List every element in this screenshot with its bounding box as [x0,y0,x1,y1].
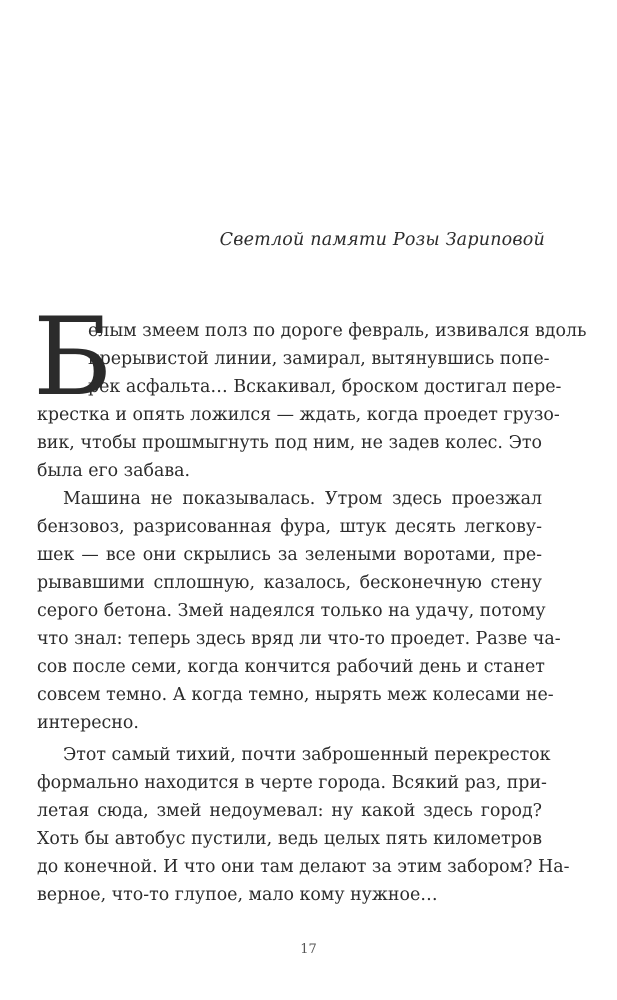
text-line: формально находится в черте города. Всякий раз, при- [37,773,547,793]
text-line: шек — все они скрылись за зелеными воротами, пре- [37,545,542,565]
drop-cap: Б [33,295,113,420]
text-line: до конечной. И что они там делают за этим забором? На- [37,857,570,877]
text-line: летая сюда, змей недоумевал: ну какой здесь город? [37,801,542,821]
text-line: рывавшими сплошную, казалось, бесконечную стену [37,573,542,593]
text-line: крестка и опять ложился — ждать, когда проедет грузо- [37,405,560,425]
text-line: интересно. [37,713,139,733]
text-line: вик, чтобы прошмыгнуть под ним, не задев колес. Это [37,433,542,453]
text-line: серого бетона. Змей надеялся только на удачу, потому [37,601,546,621]
text-line: совсем темно. А когда темно, нырять меж колесами не- [37,685,554,705]
text-line: была его забава. [37,461,191,481]
text-line: прерывистой линии, замирал, вытянувшись попе- [88,349,550,369]
text-line: елым змеем полз по дороге февраль, извивался вдоль [88,321,587,341]
text-line: что знал: теперь здесь вряд ли что-то проедет. Разве ча- [37,629,561,649]
page-number: 17 [300,942,317,957]
text-line: Машина не показывалась. Утром здесь проезжал [63,489,542,509]
text-line: бензовоз, разрисованная фура, штук десять легкову- [37,517,542,537]
dedication: Светлой памяти Розы Зариповой [219,230,545,250]
text-line: рек асфальта… Вскакивал, броском достигал пере- [88,377,562,397]
text-line: сов после семи, когда кончится рабочий день и станет [37,657,545,677]
text-line: Этот самый тихий, почти заброшенный перекресток [63,745,551,765]
text-line: верное, что-то глупое, мало кому нужное… [37,885,438,905]
text-line: Хоть бы автобус пустили, ведь целых пять километров [37,829,542,849]
